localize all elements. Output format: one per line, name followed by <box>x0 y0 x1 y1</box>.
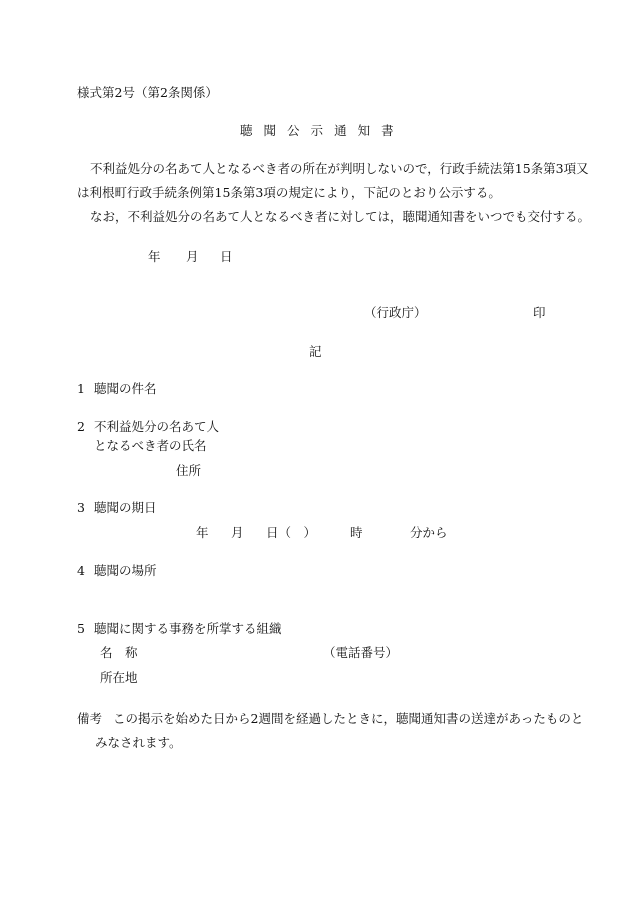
title-char: 聞 <box>263 123 277 138</box>
item-1-number: 1 <box>77 381 85 396</box>
item-3-day: 日（ ） <box>266 525 317 540</box>
title-char: 聴 <box>240 123 253 138</box>
title-char: 示 <box>310 123 324 138</box>
remarks-line-1: この掲示を始めた日から2週間を経過したときに，聴聞通知書の送達があったものと <box>113 711 584 726</box>
ki-heading: 記 <box>309 344 322 359</box>
date-day: 日 <box>220 249 233 264</box>
item-4-number: 4 <box>77 563 85 578</box>
document-title <box>240 125 394 138</box>
item-5-number: 5 <box>77 621 85 636</box>
item-3-year: 年 <box>196 525 209 540</box>
item-3-label: 聴聞の期日 <box>94 500 157 515</box>
date-month: 月 <box>186 249 199 264</box>
item-5-label: 聴聞に関する事務を所掌する組織 <box>94 621 282 636</box>
form-number: 様式第2号（第2条関係） <box>77 85 218 100</box>
item-3-month: 月 <box>231 525 244 540</box>
item-2-number: 2 <box>77 419 85 434</box>
body-line-2: は利根町行政手続条例第15条第3項の規定により，下記のとおり公示する。 <box>77 185 501 200</box>
item-2-label-line-1: 不利益処分の名あて人 <box>94 419 220 434</box>
title-char: 知 <box>357 123 371 138</box>
body-line-3: なお，不利益処分の名あて人となるべき者に対しては，聴聞通知書をいつでも交付する。 <box>90 209 591 224</box>
seal-mark: 印 <box>533 305 546 320</box>
item-3-minute: 分から <box>410 525 448 540</box>
item-5-name-label: 名 称 <box>100 645 138 660</box>
remarks-line-2: みなされます。 <box>95 735 182 750</box>
title-char: 書 <box>381 123 394 138</box>
item-2-address-label: 住所 <box>176 463 202 478</box>
item-2-label-line-2: となるべき者の氏名 <box>94 438 207 453</box>
authority-label: （行政庁） <box>364 305 427 320</box>
item-3-hour: 時 <box>350 525 363 540</box>
item-5-phone-label: （電話番号） <box>323 645 399 660</box>
item-5-location-label: 所在地 <box>100 670 138 685</box>
title-char: 公 <box>287 123 300 138</box>
remarks-label: 備考 <box>77 711 103 726</box>
item-1-label: 聴聞の件名 <box>94 381 157 396</box>
date-year: 年 <box>148 249 161 264</box>
item-4-label: 聴聞の場所 <box>94 563 157 578</box>
body-line-1: 不利益処分の名あて人となるべき者の所在が判明しないので，行政手続法第15条第3項又 <box>90 161 589 176</box>
item-3-number: 3 <box>77 500 85 515</box>
title-char: 通 <box>334 123 347 138</box>
